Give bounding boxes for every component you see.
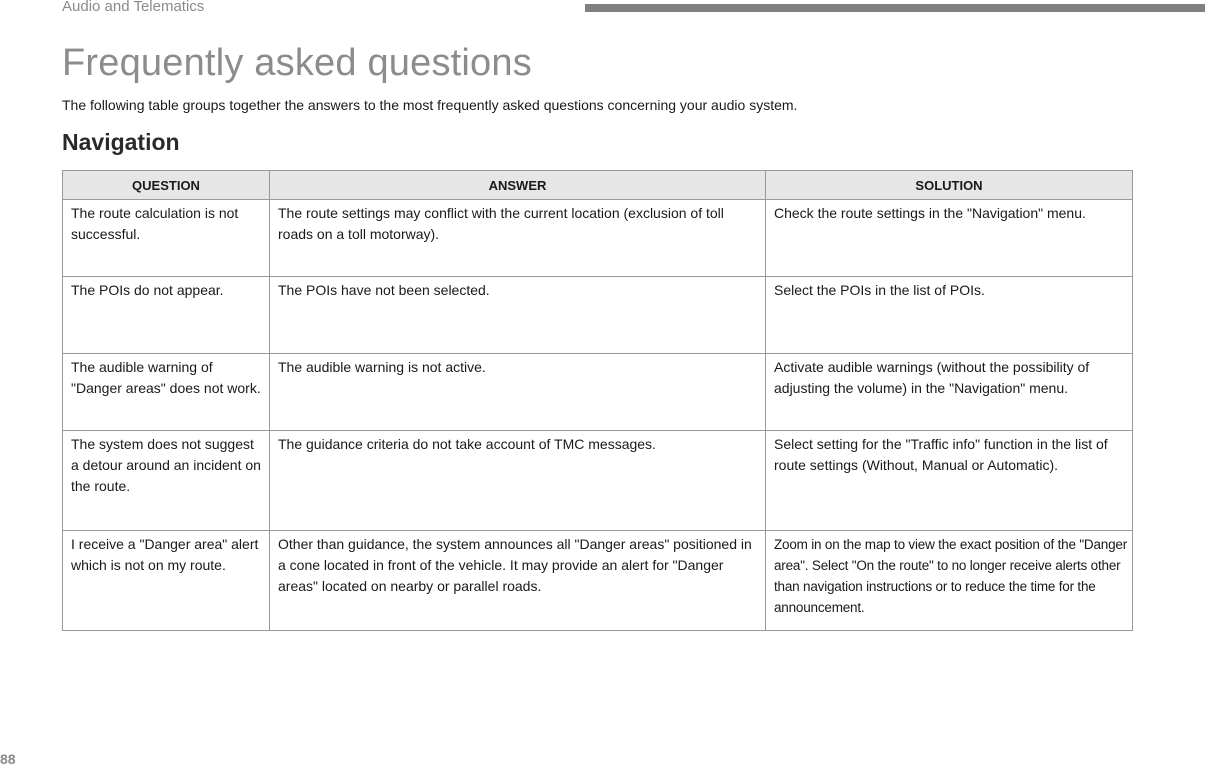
column-header-question: QUESTION bbox=[63, 171, 270, 200]
table-row bbox=[63, 277, 1133, 354]
answer-cell: The audible warning is not active. bbox=[270, 354, 766, 431]
answer-cell: The guidance criteria do not take account of TMC messages. bbox=[270, 431, 766, 531]
table-row bbox=[63, 531, 1133, 631]
faq-table bbox=[62, 170, 1133, 631]
table-row bbox=[63, 431, 1133, 531]
solution-cell: Select setting for the "Traffic info" function in the list of route settings (Without, Manual or Automatic). bbox=[766, 431, 1133, 531]
question-cell: The audible warning of "Danger areas" does not work. bbox=[63, 354, 270, 431]
answer-cell: The route settings may conflict with the current location (exclusion of toll roads on a toll motorway). bbox=[270, 200, 766, 277]
table-row bbox=[63, 354, 1133, 431]
table-row bbox=[63, 200, 1133, 277]
question-cell: I receive a "Danger area" alert which is not on my route. bbox=[63, 531, 270, 631]
page-number: 88 bbox=[0, 751, 16, 767]
page-title: Frequently asked questions bbox=[62, 42, 532, 84]
question-cell: The POIs do not appear. bbox=[63, 277, 270, 354]
question-cell: The system does not suggest a detour around an incident on the route. bbox=[63, 431, 270, 531]
solution-cell: Zoom in on the map to view the exact position of the "Danger area". Select "On the route" to no longer receive alerts other than navigation instructions or to reduce the time for the announcement. bbox=[766, 531, 1133, 631]
question-cell: The route calculation is not successful. bbox=[63, 200, 270, 277]
answer-cell: Other than guidance, the system announces all "Danger areas" positioned in a cone located in front of the vehicle. It may provide an alert for "Danger areas" located on nearby or parallel roads. bbox=[270, 531, 766, 631]
table-header-row bbox=[63, 171, 1133, 200]
answer-cell: The POIs have not been selected. bbox=[270, 277, 766, 354]
intro-text: The following table groups together the answers to the most frequently asked questions concerning your audio system. bbox=[62, 97, 798, 113]
column-header-answer: ANSWER bbox=[270, 171, 766, 200]
solution-cell: Activate audible warnings (without the possibility of adjusting the volume) in the "Navigation" menu. bbox=[766, 354, 1133, 431]
subsection-title: Navigation bbox=[62, 129, 180, 155]
section-label: Audio and Telematics bbox=[62, 0, 205, 15]
solution-cell: Select the POIs in the list of POIs. bbox=[766, 277, 1133, 354]
header-bar bbox=[585, 4, 1205, 12]
solution-cell: Check the route settings in the "Navigation" menu. bbox=[766, 200, 1133, 277]
column-header-solution: SOLUTION bbox=[766, 171, 1133, 200]
